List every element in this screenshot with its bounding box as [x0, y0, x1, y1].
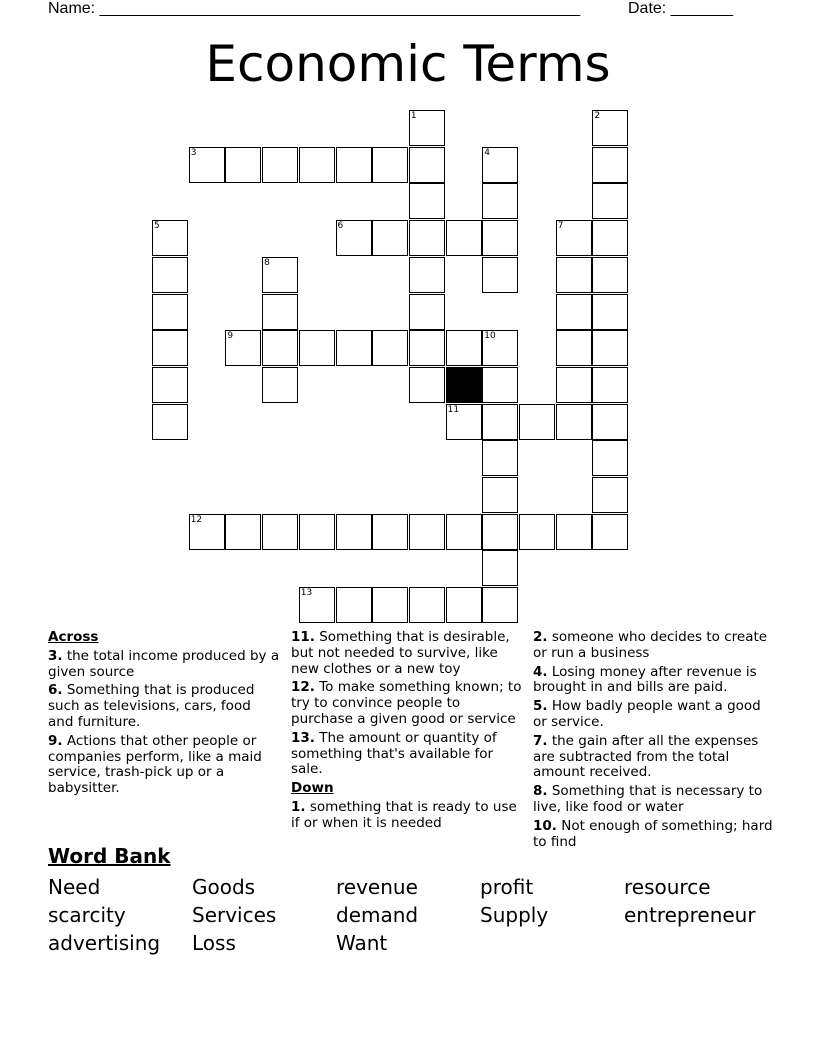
crossword-cell[interactable]: [152, 367, 188, 403]
clue-across-9: 9. Actions that other people or companies perform, like a maid service, trash-pick up or a babysitter.: [48, 732, 262, 797]
word-bank-word: entrepreneur: [624, 903, 756, 927]
word-bank-word: Need: [48, 875, 101, 899]
clue-number: 5: [154, 221, 160, 232]
date-line: Date: _______: [628, 0, 733, 17]
crossword-cell[interactable]: [592, 440, 628, 476]
clue-down-4: 4. Losing money after revenue is brought in and bills are paid.: [533, 663, 757, 696]
word-bank-word: revenue: [336, 875, 418, 899]
word-bank-word: Loss: [192, 931, 236, 955]
crossword-cell[interactable]: [409, 257, 445, 293]
clue-down-2: 2. someone who decides to create or run a business: [533, 629, 768, 661]
crossword-cell[interactable]: [409, 587, 445, 623]
crossword-cell[interactable]: [409, 220, 445, 256]
crossword-cell[interactable]: [372, 330, 408, 366]
crossword-cell[interactable]: [409, 147, 445, 183]
crossword-cell[interactable]: [592, 330, 628, 366]
clue-across-13: 13. The amount or quantity of something that's available for sale.: [291, 729, 497, 778]
crossword-cell[interactable]: [409, 330, 445, 366]
crossword-cell[interactable]: [409, 294, 445, 330]
crossword-cell[interactable]: [262, 514, 298, 550]
crossword-cell[interactable]: [299, 514, 335, 550]
crossword-cell[interactable]: [556, 220, 592, 256]
crossword-cell[interactable]: [446, 220, 482, 256]
clue-down-5: 5. How badly people want a good or service.: [533, 698, 761, 730]
crossword-cell[interactable]: [152, 257, 188, 293]
clue-across-3: 3. the total income produced by a given source: [48, 647, 280, 680]
clue-number: 11: [447, 404, 460, 415]
crossword-cell[interactable]: [372, 220, 408, 256]
crossword-cell[interactable]: [592, 367, 628, 403]
crossword-cell[interactable]: [262, 367, 298, 403]
crossword-cell[interactable]: [225, 147, 261, 183]
crossword-cell[interactable]: [262, 147, 298, 183]
crossword-cell[interactable]: [189, 147, 225, 183]
crossword-cell[interactable]: [482, 514, 518, 550]
crossword-cell[interactable]: [299, 587, 335, 623]
name-line: Name: ______________________________________________________: [48, 0, 581, 17]
crossword-cell[interactable]: [409, 514, 445, 550]
crossword-cell[interactable]: [409, 367, 445, 403]
clue-down-8: 8. Something that is necessary to live, like food or water: [533, 783, 763, 815]
crossword-cell[interactable]: [592, 147, 628, 183]
crossword-cell[interactable]: [152, 294, 188, 330]
black-block: [446, 367, 482, 403]
crossword-cell[interactable]: [482, 257, 518, 293]
down-heading: Down: [291, 780, 334, 797]
clue-number: 9: [227, 331, 234, 342]
crossword-cell[interactable]: [336, 220, 372, 256]
crossword-cell[interactable]: [446, 514, 482, 550]
crossword-cell[interactable]: [299, 330, 335, 366]
word-bank-word: Goods: [192, 875, 256, 899]
crossword-cell[interactable]: [482, 147, 518, 183]
crossword-cell[interactable]: [482, 330, 518, 366]
crossword-cell[interactable]: [482, 440, 518, 476]
crossword-cell[interactable]: [152, 220, 188, 256]
word-bank-word: profit: [480, 875, 534, 899]
clues-column-3: [533, 630, 773, 853]
crossword-cell[interactable]: [225, 514, 261, 550]
crossword-cell[interactable]: [189, 514, 225, 550]
crossword-cell[interactable]: [592, 294, 628, 330]
crossword-cell[interactable]: [556, 330, 592, 366]
across-heading: Across: [48, 629, 99, 645]
clue-number: 4: [484, 147, 491, 158]
crossword-cell[interactable]: [482, 587, 518, 623]
crossword-cell[interactable]: [592, 183, 628, 219]
word-bank-word: Services: [192, 903, 277, 927]
clue-number: 12: [190, 514, 203, 525]
crossword-cell[interactable]: [482, 404, 518, 440]
crossword-cell[interactable]: [556, 294, 592, 330]
crossword-cell[interactable]: [556, 404, 592, 440]
crossword-cell[interactable]: [446, 330, 482, 366]
clue-number: 7: [557, 221, 564, 232]
crossword-cell[interactable]: [336, 587, 372, 623]
clue-across-6: 6. Something that is produced such as televisions, cars, food and furniture.: [48, 682, 255, 730]
crossword-cell[interactable]: [482, 367, 518, 403]
crossword-cell[interactable]: [372, 147, 408, 183]
crossword-cell[interactable]: [592, 257, 628, 293]
word-bank-title: Word Bank: [48, 844, 171, 868]
crossword-cell[interactable]: [372, 587, 408, 623]
clue-number: 13: [300, 588, 313, 599]
crossword-cell[interactable]: [336, 147, 372, 183]
clue-number: 6: [337, 221, 344, 232]
crossword-cell[interactable]: [519, 514, 555, 550]
crossword-cell[interactable]: [592, 514, 628, 550]
crossword-cell[interactable]: [556, 367, 592, 403]
crossword-cell[interactable]: [336, 514, 372, 550]
word-bank-word: demand: [336, 903, 419, 927]
clue-down-1: 1. something that is ready to use if or when it is needed: [291, 798, 517, 831]
crossword-cell[interactable]: [225, 330, 261, 366]
clue-across-11: 11. Something that is desirable, but not needed to survive, like new clothes or a new toy: [291, 629, 510, 677]
crossword-cell[interactable]: [519, 404, 555, 440]
crossword-cell[interactable]: [592, 477, 628, 513]
crossword-cell[interactable]: [592, 404, 628, 440]
crossword-cell[interactable]: [262, 330, 298, 366]
page-title: Economic Terms: [205, 35, 611, 93]
crossword-cell[interactable]: [409, 110, 445, 146]
crossword-cell[interactable]: [482, 220, 518, 256]
clue-number: 8: [264, 257, 270, 268]
clues-column-1: [48, 630, 280, 800]
clue-number: 2: [594, 111, 601, 121]
crossword-cell[interactable]: [482, 183, 518, 219]
clue-down-7: 7. the gain after all the expenses are subtracted from the total amount received.: [533, 732, 759, 781]
clue-number: 10: [484, 331, 496, 342]
word-bank-word: resource: [624, 875, 711, 899]
word-bank-word: Supply: [480, 903, 549, 927]
crossword-cell[interactable]: [262, 294, 298, 330]
word-bank-word: advertising: [48, 931, 161, 955]
crossword-cell[interactable]: [592, 220, 628, 256]
crossword-cell[interactable]: [446, 587, 482, 623]
crossword-cell[interactable]: [446, 404, 482, 440]
crossword-cell[interactable]: [372, 514, 408, 550]
clue-number: 1: [410, 111, 417, 121]
crossword-cell[interactable]: [409, 183, 445, 219]
crossword-cell[interactable]: [299, 147, 335, 183]
clue-down-10: 10. Not enough of something; hard to find: [533, 817, 773, 850]
crossword-cell[interactable]: [556, 514, 592, 550]
clues-column-2: [291, 630, 523, 835]
crossword-cell[interactable]: [152, 404, 188, 440]
clue-number: 3: [190, 147, 197, 158]
crossword-cell[interactable]: [152, 330, 188, 366]
crossword-cell[interactable]: [592, 110, 628, 146]
clue-across-12: 12. To make something known; to try to convince people to purchase a given good or service: [291, 679, 522, 727]
crossword-cell[interactable]: [262, 257, 298, 293]
crossword-cell[interactable]: [482, 550, 518, 586]
word-bank-word: Want: [336, 931, 388, 955]
crossword-cell[interactable]: [336, 330, 372, 366]
word-bank-word: scarcity: [48, 903, 126, 927]
crossword-cell[interactable]: [556, 257, 592, 293]
crossword-cell[interactable]: [482, 477, 518, 513]
